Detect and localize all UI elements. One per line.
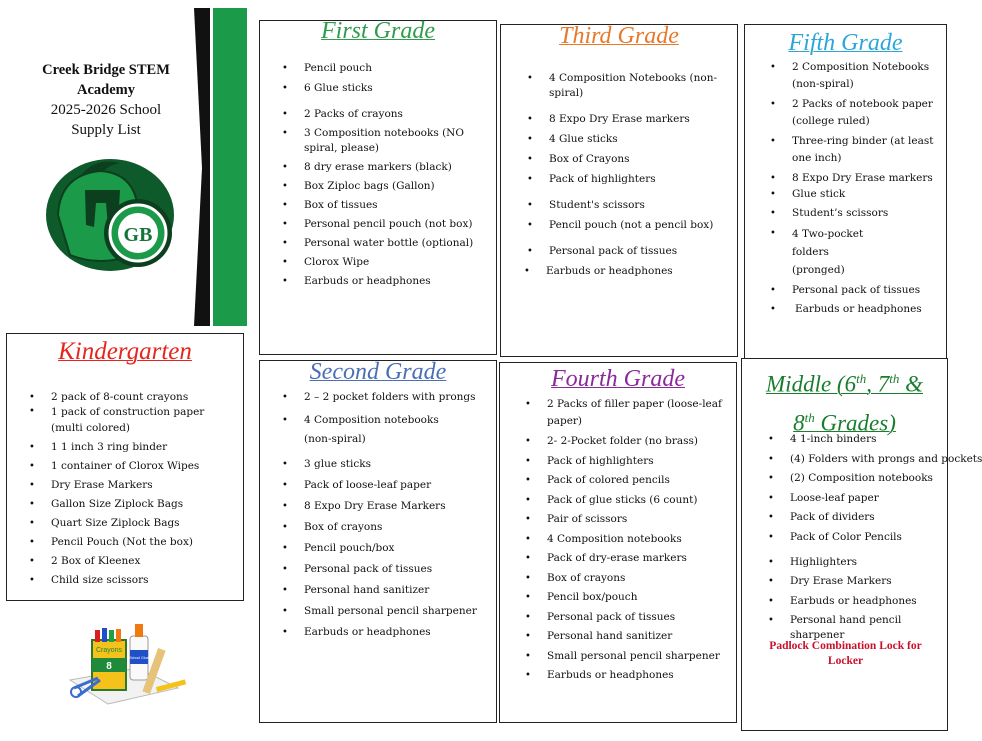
kindergarten-list [51,391,236,588]
list-item: • Gallon Size Ziplock Bags [51,497,236,512]
padlock-line2: Locker [827,655,864,667]
middle-title-suffix: Grades) [814,410,896,436]
list-item: • Box of tissues [304,198,484,213]
padlock-line1: Padlock Combination Lock for [769,640,922,652]
crayon-orange [116,629,121,642]
list-item: • Pack of glue sticks (6 count) [547,493,727,508]
list-item: • Pack of colored pencils [547,473,727,488]
fourth-grade-box [499,362,737,723]
fifth-grade-title: Fifth Grade [788,30,903,56]
list-item: • (2) Composition notebooks [790,471,950,486]
school-name-line2: Academy [77,82,135,98]
list-item: • Personal hand pencil sharpener [790,613,950,643]
list-item: • Pack of dry-erase markers [547,551,727,566]
middle-grades-box [741,358,982,731]
spartan-logo [40,155,180,275]
list-item: • Earbuds or headphones [304,625,484,640]
list-item: • 3 Composition notebooks (NO spiral, please) [304,126,484,156]
list-item: • Personal pack of tissues [792,283,942,298]
crayon-green [109,630,114,642]
list-item: • 8 Expo Dry Erase markers [549,112,729,127]
middle-grades-list [790,432,982,643]
list-item: • Pencil box/pouch [547,590,727,605]
list-item: • Highlighters [790,555,950,570]
list-item: • Pencil Pouch (Not the box) [51,535,236,550]
fourth-grade-list [547,396,727,683]
sup-th-6: th [856,371,867,386]
first-grade-box [259,20,497,355]
glue-cap [135,624,143,637]
second-grade-title: Second Grade [309,359,447,385]
list-item: • Box of crayons [304,520,484,535]
crayon-red [95,630,100,642]
ribbon-white-stripe [210,8,213,326]
crayon-box-count: 8 [106,661,112,672]
list-item: • 2 – 2 pocket folders with prongs [304,390,484,405]
list-item: • 4 Composition notebooks [547,532,727,547]
list-item: • Earbuds or headphones [546,264,729,279]
list-item: • 4 Composition Notebooks (non-spiral) [549,71,729,101]
list-item: • Student's scissors [549,198,729,213]
first-grade-title: First Grade [321,18,435,44]
second-grade-list [304,390,484,640]
crayon-blue [102,628,107,642]
list-item: • Personal water bottle (optional) [304,236,484,251]
list-item: • Personal pack of tissues [547,610,727,625]
ribbon-green [213,8,247,326]
list-item: • Small personal pencil sharpener [547,649,727,664]
fourth-grade-title: Fourth Grade [551,366,685,392]
ribbon-black [194,8,210,326]
list-item: • Box Ziploc bags (Gallon) [304,179,484,194]
list-item: • Student’s scissors [792,206,942,221]
list-item: • Pencil pouch/box [304,541,484,556]
list-item: • Personal pencil pouch (not box) [304,217,484,232]
list-item: • Dry Erase Markers [790,574,950,589]
padlock-note [742,639,949,669]
list-item: • Loose-leaf paper [790,491,950,506]
list-item: • 4 1-inch binders [790,432,950,447]
list-item: • Dry Erase Markers [51,478,236,493]
list-item: • Earbuds or headphones [792,302,942,317]
school-supplies-image [68,618,188,708]
ribbon-banner [190,8,250,328]
list-item: • Pencil pouch (not a pencil box) [549,218,729,233]
list-item: • Small personal pencil sharpener [304,604,484,619]
list-item: • 1 container of Clorox Wipes [51,459,236,474]
fifth-grade-box [744,24,947,360]
list-item: • 8 Expo Dry Erase Markers [304,499,484,514]
list-item: • Pair of scissors [547,512,727,527]
middle-title-eight: 8 [793,410,805,436]
crayon-box-label: Crayons [95,647,123,654]
list-item: • 6 Glue sticks [304,81,484,96]
list-item: • Personal pack of tissues [304,562,484,577]
list-item: • 3 glue sticks [304,457,484,472]
glue-label: School Glue [129,656,149,660]
year-line2: Supply List [71,122,141,138]
list-item: • Quart Size Ziplock Bags [51,516,236,531]
middle-title-mid1: , 7 [866,371,890,397]
list-item: • Personal pack of tissues [549,244,729,259]
school-name-line1: Creek Bridge STEM [42,62,170,78]
list-item: • Three-ring binder (at least one inch) [792,133,942,167]
list-item: • 2 Packs of crayons [304,107,484,122]
fifth-grade-list [792,59,942,317]
third-grade-box [500,24,738,357]
list-item: • Personal hand sanitizer [304,583,484,598]
list-item: • Pack of highlighters [547,454,727,469]
list-item: • 2- 2-Pocket folder (no brass) [547,434,727,449]
list-item: • Child size scissors [51,573,236,588]
list-item: • 2 Packs of notebook paper (college ruled) [792,96,942,130]
middle-title-prefix: Middle (6 [766,371,857,397]
third-grade-list [546,71,729,279]
list-item: • Clorox Wipe [304,255,484,270]
second-grade-box [259,360,497,723]
middle-title-mid2: & [899,371,923,397]
list-item: • 4 Two-pocket folders (pronged) [792,225,877,279]
school-header [20,60,192,140]
first-grade-list [304,61,484,289]
list-item: • Box of Crayons [549,152,729,167]
list-item: • Earbuds or headphones [790,594,950,609]
sup-th-8: th [804,409,815,425]
list-item: • Pack of loose-leaf paper [304,478,484,493]
list-item: • Pack of Color Pencils [790,530,950,545]
third-grade-title: Third Grade [559,23,679,49]
list-item: • Earbuds or headphones [547,668,727,683]
middle-grades-title [742,362,947,439]
list-item: • (4) Folders with prongs and pockets [790,452,950,467]
list-item: • Pack of highlighters [549,172,729,187]
list-item: • 1 1 inch 3 ring binder [51,440,236,455]
sup-th-7: th [889,371,900,386]
list-item: • Earbuds or headphones [304,274,484,289]
list-item: • 2 Composition Notebooks (non-spiral) [792,59,942,93]
list-item: • 2 pack of 8-count crayons [51,391,236,404]
kindergarten-title: Kindergarten [58,338,192,365]
list-item: • Pack of dividers [790,510,950,525]
list-item: • Box of crayons [547,571,727,586]
logo-initials: GB [123,224,153,246]
kindergarten-box [6,333,244,601]
list-item: • Pencil pouch [304,61,484,76]
list-item: • Personal hand sanitizer [547,629,727,644]
list-item: • 4 Composition notebooks (non-spiral) [304,411,464,449]
list-item: • 2 Box of Kleenex [51,554,236,569]
year-line1: 2025-2026 School [50,102,162,118]
list-item: • Glue stick [792,187,942,202]
list-item: • 4 Glue sticks [549,132,729,147]
list-item: • 2 Packs of filler paper (loose-leaf paper) [547,396,727,430]
list-item: • 8 Expo Dry Erase markers [792,170,942,187]
list-item: • 1 pack of construction paper (multi colored) [51,404,236,436]
list-item: • 8 dry erase markers (black) [304,160,484,175]
